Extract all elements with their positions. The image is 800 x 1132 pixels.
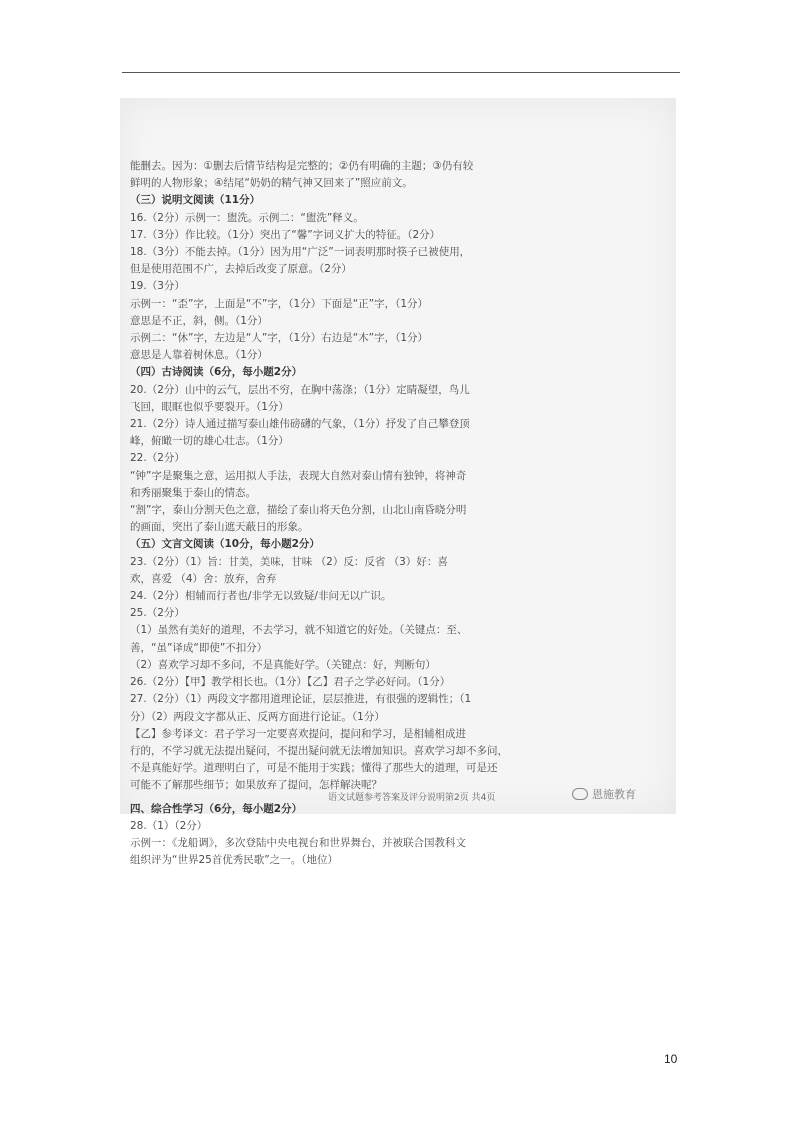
text-line: （2）喜欢学习却不多问，不是真能好学。（关键点：好，判断句） <box>130 658 436 671</box>
text-line: 分）（2）两段文字都从正、反两方面进行论证。（1分） <box>130 710 385 723</box>
text-line: 组织评为“世界25首优秀民歌”之一。（地位） <box>130 854 338 867</box>
text-line: “钟”字是聚集之意，运用拟人手法，表现大自然对泰山情有独钟，将神奇 <box>130 469 467 482</box>
text-line: 27.（2分）（1）两段文字都用道理论证，层层推进，有很强的逻辑性；（1 <box>130 693 472 706</box>
scan-footer: 语文试题参考答案及评分说明第2页 共4页 <box>328 793 496 803</box>
text-line: 善，“虽”译成“即使”不扣分） <box>130 641 268 654</box>
wechat-icon <box>572 788 588 800</box>
text-line: 欢，喜爱 （4）舍：放弃，舍弃 <box>130 572 277 585</box>
text-line: 示例二：“休”字，左边是“人”字，（1分）右边是“木”字，（1分） <box>130 332 428 345</box>
text-line: “割”字，泰山分割天色之意，描绘了泰山将天色分割，山北山南昏晓分明 <box>130 504 467 517</box>
watermark <box>572 786 636 802</box>
page-number: 10 <box>664 1052 678 1066</box>
watermark-text: 恩施教育 <box>592 788 636 801</box>
text-line: 21.（2分）诗人通过描写泰山雄伟磅礴的气象，（1分）抒发了自己攀登顶 <box>130 418 470 431</box>
text-line: 飞回，眼眶也似乎要裂开。（1分） <box>130 400 289 413</box>
text-line: 20.（2分）山中的云气，层出不穷，在胸中荡涤；（1分）定睛凝望，鸟儿 <box>130 383 470 396</box>
answer-text <box>130 158 660 869</box>
text-line: 22.（2分） <box>130 452 185 465</box>
text-line: 24.（2分）相辅而行者也/非学无以致疑/非问无以广识。 <box>130 590 392 603</box>
text-line: 意思是人靠着树休息。（1分） <box>130 349 268 362</box>
text-line: 和秀丽聚集于泰山的情态。 <box>130 486 256 499</box>
text-line: 峰，俯瞰一切的雄心壮志。（1分） <box>130 435 289 448</box>
text-line: 不是真能好学。道理明白了，可是不能用于实践；懂得了那些大的道理，可是还 <box>130 762 498 775</box>
text-line: 28.（1）（2分） <box>130 819 208 832</box>
text-line: 的画面，突出了泰山遮天蔽日的形象。 <box>130 521 309 534</box>
text-line: 但是使用范围不广，去掉后改变了原意。（2分） <box>130 263 352 276</box>
text-line: （1）虽然有美好的道理，不去学习，就不知道它的好处。（关键点：至、 <box>130 624 468 637</box>
text-line: 可能不了解那些细节；如果放弃了提问，怎样解决呢？ <box>130 779 382 792</box>
text-line: 23.（2分）（1）旨：甘美，美味，甘味 （2）反：反省 （3）好：喜 <box>130 555 448 568</box>
text-line: 能删去。因为：①删去后情节结构是完整的；②仍有明确的主题；③仍有较 <box>130 160 474 172</box>
text-line: 17.（3分）作比较。（1分）突出了“馨”字词义扩大的特征。（2分） <box>130 228 441 241</box>
text-line: 16.（2分）示例一：盥洗。示例二：“盥洗”释义。 <box>130 211 364 224</box>
top-rule <box>122 72 680 73</box>
section-heading: （三）说明文阅读（11分） <box>130 194 261 207</box>
text-line: 行的，不学习就无法提出疑问，不提出疑问就无法增加知识。喜欢学习却不多问， <box>130 744 508 757</box>
text-line: 18.（3分）不能去掉。（1分）因为用“广泛”一词表明那时筷子已被使用， <box>130 246 471 259</box>
text-line: 鲜明的人物形象；④结尾“奶奶的精气神又回来了”照应前文。 <box>130 177 413 190</box>
section-heading: 四、综合性学习（6分，每小题2分） <box>130 802 303 815</box>
section-heading: （五）文言文阅读（10分，每小题2分） <box>130 538 320 551</box>
text-line: 意思是不正，斜，侧。（1分） <box>130 314 268 327</box>
text-line: 示例一：“歪”字，上面是“不”字，（1分）下面是“正”字，（1分） <box>130 297 428 310</box>
text-line: 19.（3分） <box>130 280 185 293</box>
text-line: 26.（2分）【甲】教学相长也。（1分）【乙】君子之学必好问。（1分） <box>130 676 451 689</box>
text-line: 【乙】参考译文：君子学习一定要喜欢提问，提问和学习，是相辅相成进 <box>130 727 466 740</box>
section-heading: （四）古诗阅读（6分，每小题2分） <box>130 366 303 379</box>
text-line: 25.（2分） <box>130 607 185 620</box>
text-line: 示例一：《龙船调》，多次登陆中央电视台和世界舞台，并被联合国教科文 <box>130 836 466 849</box>
